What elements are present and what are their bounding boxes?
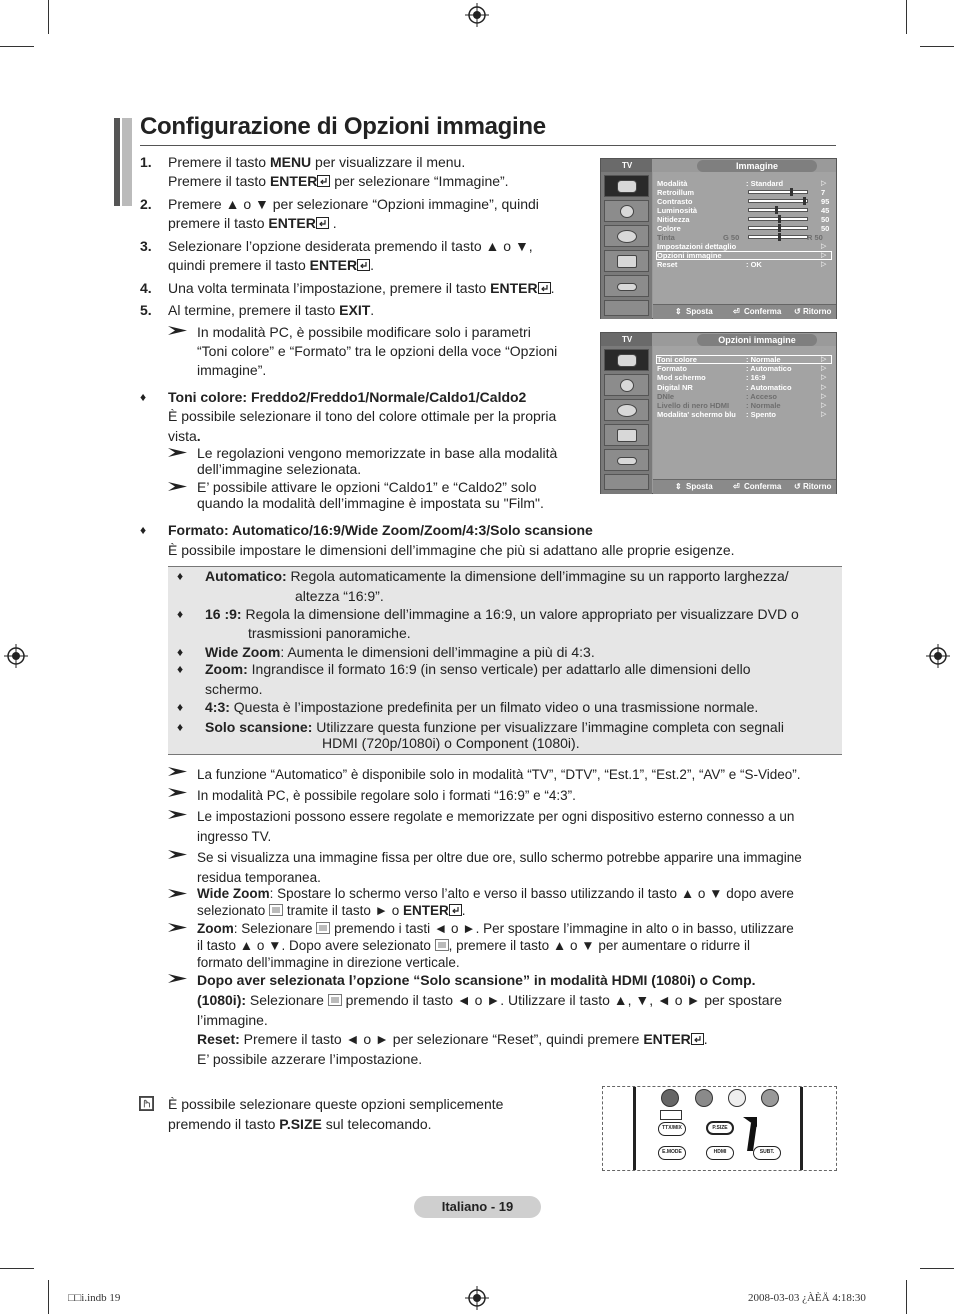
note-still: Se si visualizza una immagine fissa per oltre due ore, sullo schermo potrebbe apparire una immagine: [197, 850, 802, 865]
osd-row-label: Opzioni immagine: [657, 251, 722, 260]
toni-heading: Toni colore: Freddo2/Freddo1/Normale/Caldo1/Caldo2: [168, 389, 527, 405]
osd-slider-value: 50: [821, 215, 830, 224]
registration-mark-icon: [465, 3, 489, 27]
formato-item-cont: altezza “16:9”.: [295, 588, 384, 604]
formato-item-cont: trasmissioni panoramiche.: [248, 625, 411, 641]
chevron-right-icon: ▷: [821, 356, 827, 363]
updown-icon: ⇕: [675, 482, 682, 491]
toni-desc: vista.: [168, 428, 201, 444]
step-2-line-2: premere il tasto ENTER .: [168, 215, 337, 231]
osd-slider: [748, 217, 808, 221]
formato-item: Zoom: Ingrandisce il formato 16:9 (in senso verticale) per adattarlo alle dimensioni dello: [205, 661, 751, 677]
application-icon: [604, 300, 649, 316]
ttx-mix-button: TTX/MIX: [658, 1122, 686, 1136]
osd-immagine-menu: [600, 158, 837, 319]
osd-tint-g: G 50: [723, 233, 740, 242]
step-3-line-1: Selezionare l’opzione desiderata premendo il tasto ▲ o ▼,: [168, 238, 533, 254]
channel-icon: [604, 225, 649, 247]
note-device: Le impostazioni possono essere regolate e memorizzate per ogni dispositivo esterno connesso a un: [197, 809, 795, 824]
crop-mark: [48, 1280, 49, 1314]
chevron-right-icon: ▷: [821, 411, 827, 418]
enter-icon: [691, 1033, 704, 1045]
osd-row-label: Nitidezza: [657, 215, 690, 224]
enter-icon: ⏎: [733, 482, 740, 491]
note-arrow-icon: [168, 809, 188, 820]
toni-desc: È possibile selezionare il tono del colore ottimale per la propria: [168, 408, 557, 424]
pc-note-line: In modalità PC, è possibile modificare solo i parametri: [197, 324, 531, 340]
chevron-right-icon: ▷: [821, 384, 827, 391]
enter-icon: [449, 904, 462, 916]
zoom-icon: [435, 939, 449, 951]
updown-icon: ⇕: [675, 307, 682, 316]
osd-slider-value: 7: [821, 188, 826, 197]
input-icon: [604, 449, 649, 471]
osd-row-label: Formato: [657, 364, 687, 373]
osd-header: Immagine: [697, 160, 817, 172]
osd-row-label: Mod schermo: [657, 373, 706, 382]
note-zoom: formato dell’immagine in direzione verticale.: [197, 955, 460, 970]
step-1-line-1: Premere il tasto MENU per visualizzare il menu.: [168, 154, 466, 170]
zoom-icon: [316, 922, 330, 934]
osd-row-value: : Normale: [746, 355, 781, 364]
osd-footer: ⇕ Sposta ⏎ Conferma ↺ Ritorno: [653, 479, 836, 494]
note-wide-zoom: selezionato tramite il tasto ► o ENTER .: [197, 903, 466, 918]
crop-mark: [906, 1280, 907, 1314]
osd-row-label: DNIe: [657, 392, 675, 401]
enter-icon: ⏎: [733, 307, 740, 316]
osd-footer: ⇕ Sposta ⏎ Conferma ↺ Ritorno: [653, 304, 836, 319]
osd-row-value: : Automatico: [746, 383, 792, 392]
setup-icon: [604, 424, 649, 446]
osd-opzioni-immagine-menu: [600, 332, 837, 494]
chevron-right-icon: ▷: [821, 180, 827, 187]
formato-desc: È possibile impostare le dimensioni dell’immagine che più si adattano alle proprie esigenze.: [168, 542, 735, 558]
title-rule: [140, 145, 836, 146]
osd-row-value: : Automatico: [746, 364, 792, 373]
note-arrow-icon: [168, 973, 188, 984]
note-device: ingresso TV.: [197, 829, 272, 844]
enter-icon: [316, 217, 329, 229]
pc-note-line: immagine”.: [197, 362, 267, 378]
note-zoom: il tasto ▲ o ▼. Dopo avere selezionato , premere il tasto ▲ o ▼ per aumentare o ridurre il: [197, 938, 750, 953]
setup-icon: [604, 250, 649, 272]
osd-tv-label: TV: [601, 159, 652, 172]
diamond-bullet-icon: ♦: [177, 700, 184, 714]
diamond-bullet-icon: ♦: [177, 569, 184, 583]
step-number: 3.: [140, 238, 152, 254]
osd-slider-value: 50: [821, 224, 830, 233]
osd-slider: [748, 208, 808, 212]
chevron-right-icon: ▷: [821, 402, 827, 409]
crop-mark: [920, 1268, 954, 1269]
return-icon: ↺: [794, 482, 801, 491]
note-arrow-icon: [168, 766, 188, 777]
psize-note: premendo il tasto P.SIZE sul telecomando.: [168, 1116, 432, 1132]
osd-row-label: Toni colore: [657, 355, 697, 364]
crop-mark: [0, 1268, 34, 1269]
formato-item: 16 :9: Regola la dimensione dell’immagine a 16:9, un valore appropriato per visualizzare DVD o: [205, 606, 799, 622]
picture-icon: [604, 349, 649, 371]
enter-icon: [538, 282, 551, 294]
sound-icon: [604, 200, 649, 222]
enter-icon: [357, 259, 370, 271]
osd-row-label: Livello di nero HDMI: [657, 401, 730, 410]
note-arrow-icon: [168, 325, 188, 336]
chevron-right-icon: ▷: [821, 252, 827, 259]
yellow-button: [728, 1089, 746, 1107]
remote-note-icon: [139, 1096, 154, 1111]
note-arrow-icon: [168, 888, 188, 899]
psize-note: È possibile selezionare queste opzioni semplicemente: [168, 1096, 504, 1112]
osd-tv-label: TV: [601, 333, 652, 346]
diamond-bullet-icon: ♦: [177, 720, 184, 734]
note-reset: E’ possibile azzerare l’impostazione.: [197, 1051, 423, 1067]
osd-header: Opzioni immagine: [697, 334, 817, 346]
page-title: Configurazione di Opzioni immagine: [140, 113, 546, 140]
osd-row-label: Colore: [657, 224, 681, 233]
return-icon: ↺: [794, 307, 801, 316]
remote-control-illustration: [602, 1086, 837, 1171]
hdmi-button: HDMI: [706, 1146, 734, 1160]
osd-row-label: Retroillum: [657, 188, 695, 197]
note-still: residua temporanea.: [197, 870, 321, 885]
osd-row-label: Tinta: [657, 233, 675, 242]
note-solo-scansione: Dopo aver selezionata l’opzione “Solo scansione” in modalità HDMI (1080i) o Comp.: [197, 972, 756, 988]
osd-row-value: : 16:9: [746, 373, 766, 382]
osd-row-label: Digital NR: [657, 383, 693, 392]
chevron-right-icon: ▷: [821, 243, 827, 250]
osd-slider: [748, 235, 808, 239]
step-number: 1.: [140, 154, 152, 170]
osd-slider: [748, 190, 808, 194]
step-4-line-1: Una volta terminata l’impostazione, premere il tasto ENTER .: [168, 280, 555, 296]
note-arrow-icon: [168, 447, 188, 458]
note-arrow-icon: [168, 481, 188, 492]
step-2-line-1: Premere ▲ o ▼ per selezionare “Opzioni immagine”, quindi: [168, 196, 539, 212]
green-button: [695, 1089, 713, 1107]
osd-row-label: Contrasto: [657, 197, 693, 206]
formato-item-cont: schermo.: [205, 681, 263, 697]
osd-row-label: Reset: [657, 260, 678, 269]
note-solo-scansione: l’immagine.: [197, 1012, 268, 1028]
chevron-right-icon: ▷: [821, 261, 827, 268]
psize-button: P.SIZE: [706, 1121, 734, 1135]
zoom-icon: [328, 994, 342, 1006]
crop-mark: [0, 46, 34, 47]
osd-row-label: Luminosità: [657, 206, 698, 215]
registration-mark-icon: [4, 644, 28, 668]
osd-row-value: : Spento: [746, 410, 776, 419]
osd-slider-value: 45: [821, 206, 830, 215]
chevron-right-icon: ▷: [821, 393, 827, 400]
note-reset: Reset: Premere il tasto ◄ o ► per selezionare “Reset”, quindi premere ENTER .: [197, 1031, 708, 1047]
page-number: Italiano - 19: [414, 1196, 541, 1218]
input-icon: [604, 275, 649, 297]
ttx-mix-icon: [660, 1110, 682, 1120]
toni-note: E’ possibile attivare le opzioni “Caldo1” e “Caldo2” solo quando la modalità dell’immagine è impostata su "Film".: [197, 479, 544, 511]
note-arrow-icon: [168, 849, 188, 860]
crop-mark: [920, 46, 954, 47]
osd-tint-r: R 50: [807, 233, 823, 242]
crop-mark: [906, 0, 907, 34]
formato-item: Automatico: Regola automaticamente la dimensione dell’immagine su un rapporto larghezza/: [205, 568, 789, 584]
subt-button: SUBT.: [753, 1146, 781, 1160]
note-wide-zoom: Wide Zoom: Spostare lo schermo verso l’alto e verso il basso utilizzando il tasto ▲ o ▼ dopo avere: [197, 886, 794, 901]
enter-icon: [317, 175, 330, 187]
note-arrow-icon: [168, 922, 188, 933]
osd-row-value: : OK: [746, 260, 762, 269]
chevron-right-icon: ▷: [821, 374, 827, 381]
osd-row-value: : Standard: [746, 179, 784, 188]
zoom-icon: [269, 904, 283, 916]
emode-button: E.MODE: [658, 1146, 686, 1160]
osd-row-value: : Normale: [746, 401, 781, 410]
osd-slider: [748, 199, 808, 203]
note-pc: In modalità PC, è possibile regolare solo i formati “16:9” e “4:3”.: [197, 788, 576, 803]
diamond-bullet-icon: ♦: [177, 607, 184, 621]
toni-note: Le regolazioni vengono memorizzate in base alla modalità dell’immagine selezionata.: [197, 445, 558, 477]
diamond-bullet-icon: ♦: [177, 645, 184, 659]
step-1-line-2: Premere il tasto ENTER per selezionare “Immagine”.: [168, 173, 509, 189]
note-automatico: La funzione “Automatico” è disponibile solo in modalità “TV”, “DTV”, “Est.1”, “Est.2”, “AV” e “S-Video”.: [197, 767, 801, 782]
sound-icon: [604, 374, 649, 396]
registration-mark-icon: [926, 644, 950, 668]
print-slug-left: □□i.indb 19: [68, 1292, 121, 1304]
osd-row-value: : Acceso: [746, 392, 777, 401]
formato-heading: Formato: Automatico/16:9/Wide Zoom/Zoom/4:3/Solo scansione: [168, 522, 593, 538]
note-zoom: Zoom: Selezionare premendo i tasti ◄ o ►. Per spostare l’immagine in alto o in basso, utilizzare: [197, 921, 794, 936]
formato-item-cont: HDMI (720p/1080i) o Component (1080i).: [322, 735, 580, 751]
red-button: [661, 1089, 679, 1107]
crop-mark: [48, 0, 49, 34]
diamond-bullet-icon: ♦: [140, 390, 147, 404]
step-number: 5.: [140, 302, 152, 318]
osd-row-label: Modalità: [657, 179, 688, 188]
application-icon: [604, 474, 649, 490]
registration-mark-icon: [465, 1286, 489, 1310]
step-3-line-2: quindi premere il tasto ENTER .: [168, 257, 374, 273]
diamond-bullet-icon: ♦: [140, 523, 147, 537]
picture-icon: [604, 175, 649, 197]
osd-row-label: Modalita' schermo blu: [657, 410, 736, 419]
channel-icon: [604, 399, 649, 421]
formato-item: 4:3: Questa è l’impostazione predefinita per un filmato video o una trasmissione normale.: [205, 699, 759, 715]
osd-slider-value: 95: [821, 197, 830, 206]
title-accent-bar: [114, 118, 132, 206]
note-solo-scansione: (1080i): Selezionare premendo il tasto ◄ o ►. Utilizzare il tasto ▲, ▼, ◄ o ► per spostare: [197, 992, 783, 1008]
step-5-line-1: Al termine, premere il tasto EXIT.: [168, 302, 375, 318]
step-number: 2.: [140, 196, 152, 212]
osd-slider: [748, 226, 808, 230]
print-slug-right: 2008-03-03 ¿ÀÈÄ 4:18:30: [748, 1292, 866, 1304]
osd-row-label: Impostazioni dettaglio: [657, 242, 737, 251]
blue-button: [761, 1089, 779, 1107]
note-arrow-icon: [168, 787, 188, 798]
diamond-bullet-icon: ♦: [177, 662, 184, 676]
step-number: 4.: [140, 280, 152, 296]
chevron-right-icon: ▷: [821, 365, 827, 372]
pc-note-line: “Toni colore” e “Formato” tra le opzioni della voce “Opzioni: [197, 343, 558, 359]
formato-item: Solo scansione: Utilizzare questa funzione per visualizzare l’immagine completa con segnali: [205, 719, 784, 735]
formato-item: Wide Zoom: Aumenta le dimensioni dell’immagine a più di 4:3.: [205, 644, 595, 660]
